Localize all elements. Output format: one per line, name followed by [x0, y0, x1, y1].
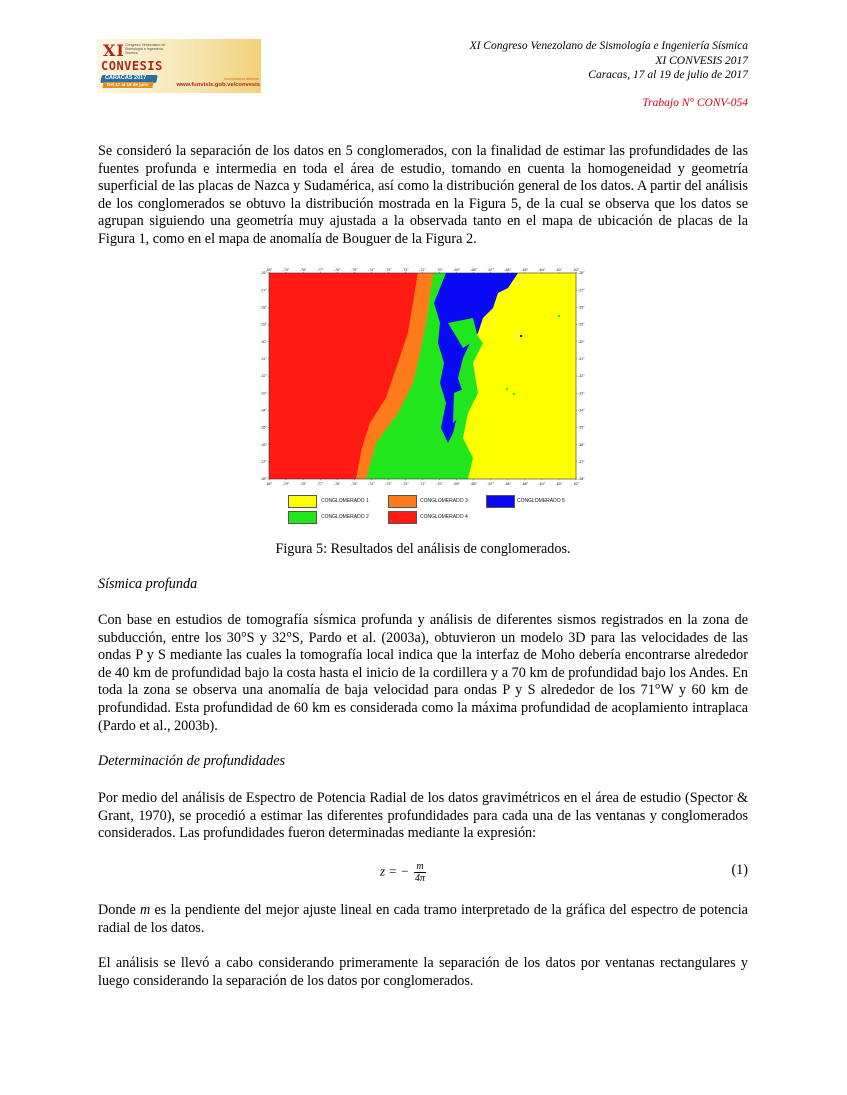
y-ticks-left — [260, 271, 269, 481]
y-tick-label-left: -30° — [260, 339, 267, 344]
x-ticks-bottom — [266, 479, 580, 486]
logo-convesis: CONVESIS — [101, 59, 163, 73]
legend-label-conglomerado-2: CONGLOMERADO 2 — [321, 514, 369, 520]
x-tick-label-top: -76° — [333, 268, 341, 272]
y-tick-label-left: -33° — [260, 391, 267, 396]
logo-badge — [101, 75, 157, 89]
x-tick-label-top: -75° — [350, 268, 358, 272]
y-tick-label-left: -35° — [260, 425, 267, 430]
equation-fraction — [414, 861, 425, 884]
y-tick-label-right: -32° — [578, 374, 585, 379]
x-tick-label-bottom: -69° — [453, 482, 460, 486]
y-tick-label-right: -29° — [578, 322, 585, 327]
x-tick-label-top: -72° — [402, 268, 409, 272]
x-tick-label-bottom: -64° — [538, 482, 546, 486]
x-tick-label-top: -64° — [538, 268, 546, 272]
paragraph-sismica-profunda: Con base en estudios de tomografía sísmica profunda y análisis de diferentes sismos registrados en la zona de subducción, entre los 30°S y 32°S, Pardo et al. (2003a), obtuvieron un modelo 3D para las velocidades de las ondas P y S mediante las cuales la tomografía local indica que la interfaz de Moho debería encontrarse alrededor de 40 km de profundidad bajo la costa hasta el inicio de la cordillera y a 70 km de profundidad bajo los Andes. En toda la zona se observa una anomalía de baja velocidad para ondas P y S alrededor de los 71°W y 60 km de profundidad. Esta profundidad de 60 km es considerada como la máxima profundidad de acoplamiento intraplaca (Pardo et al., 2003b). — [98, 612, 748, 734]
y-tick-label-right: -27° — [578, 288, 585, 293]
paragraph-pendiente — [98, 902, 748, 937]
paragraph-pendiente-var: m — [140, 902, 151, 918]
equation-numerator: m — [416, 861, 424, 872]
x-tick-label-bottom: -65° — [521, 482, 529, 486]
logo-xi: XI — [103, 41, 125, 60]
equation-number: (1) — [731, 862, 748, 878]
y-tick-label-left: -31° — [260, 357, 267, 362]
y-tick-label-left: -28° — [260, 305, 267, 310]
y-ticks-right — [576, 271, 585, 481]
legend-label-conglomerado-5: CONGLOMERADO 5 — [517, 498, 565, 504]
header-edition: XI CONVESIS 2017 — [655, 55, 748, 67]
x-tick-label-top: -71° — [419, 268, 426, 272]
heading-sismica-profunda: Sísmica profunda — [98, 576, 198, 592]
x-tick-label-bottom: -73° — [385, 482, 392, 486]
legend-swatch-conglomerado-1 — [288, 495, 317, 508]
equation-depth — [380, 861, 426, 884]
y-tick-label-left: -37° — [260, 460, 267, 465]
y-tick-label-left: -32° — [260, 374, 267, 379]
x-tick-label-top: -63° — [555, 268, 563, 272]
x-tick-label-top: -73° — [385, 268, 392, 272]
figure-caption: Figura 5: Resultados del análisis de conglomerados. — [275, 541, 571, 557]
x-tick-label-top: -69° — [453, 268, 460, 272]
x-tick-label-bottom: -78° — [299, 482, 307, 486]
x-tick-label-bottom: -62° — [572, 482, 580, 486]
convesis-logo — [97, 39, 261, 93]
logo-url: www.funvisis.gob.ve/convesis — [176, 82, 260, 88]
x-tick-label-bottom: -70° — [436, 482, 443, 486]
y-tick-label-right: -31° — [578, 357, 585, 362]
paragraph-pendiente-pre: Donde — [98, 902, 141, 918]
y-tick-label-right: -30° — [578, 339, 585, 344]
x-ticks-top — [266, 268, 580, 273]
x-tick-label-bottom: -80° — [265, 482, 273, 486]
y-tick-label-right: -36° — [578, 442, 585, 447]
x-tick-label-top: -62° — [572, 268, 580, 272]
header-work-id: Trabajo N° CONV-054 — [642, 97, 748, 109]
conglomerates-map-svg — [258, 263, 586, 528]
x-tick-label-top: -65° — [521, 268, 529, 272]
header-location-date: Caracas, 17 al 19 de julio de 2017 — [588, 69, 748, 81]
legend-swatch-conglomerado-3 — [388, 495, 417, 508]
y-tick-label-right: -28° — [578, 305, 585, 310]
header-congress: XI Congreso Venezolano de Sismología e Ingeniería Sísmica — [469, 40, 748, 52]
x-tick-label-bottom: -77° — [316, 482, 324, 486]
x-tick-label-bottom: -76° — [333, 482, 341, 486]
x-tick-label-bottom: -66° — [504, 482, 512, 486]
x-tick-label-top: -80° — [265, 268, 273, 272]
equation-lhs: z = − — [380, 863, 410, 879]
y-tick-label-left: -36° — [260, 442, 267, 447]
x-tick-label-bottom: -68° — [470, 482, 477, 486]
legend-swatch-conglomerado-5 — [486, 495, 515, 508]
legend-swatch-conglomerado-2 — [288, 511, 317, 524]
y-tick-label-left: -38° — [260, 477, 267, 482]
legend-label-conglomerado-4: CONGLOMERADO 4 — [420, 514, 468, 520]
heading-determinacion-profundidades: Determinación de profundidades — [98, 753, 286, 769]
y-tick-label-left: -29° — [260, 322, 267, 327]
legend-label-conglomerado-3: CONGLOMERADO 3 — [420, 498, 468, 504]
paragraph-determinacion: Por medio del análisis de Espectro de Potencia Radial de los datos gravimétricos en el área de estudio (Spector & Grant, 1970), se procedió a estimar las diferentes profundidades para cada una de las ventanas y conglomerados considerados. Las profundidades fueron determinadas mediante la expresión: — [98, 790, 748, 842]
logo-dates: Del 17 al 19 de julio — [107, 82, 149, 87]
x-tick-label-bottom: -71° — [419, 482, 426, 486]
logo-city: CARACAS 2017 — [105, 75, 147, 81]
y-tick-label-left: -27° — [260, 288, 267, 293]
figure-conglomerates-map — [258, 263, 586, 528]
equation-denominator: 4π — [414, 873, 425, 884]
paragraph-conglomerates: Se consideró la separación de los datos en 5 conglomerados, con la finalidad de estimar las profundidades de las fuentes profunda e intermedia en toda el área de estudio, tomando en cuenta la homogeneidad y geometría superficial de las placas de Nazca y Sudamérica, así como la distribución general de los datos. A partir del análisis de los conglomerados se obtuvo la distribución mostrada en la Figura 5, de la cual se observa que los datos se agrupan siguiendo una geometría muy ajustada a la observada tanto en el mapa de ubicación de placas de la Figura 1, como en el mapa de anomalía de Bouguer de la Figura 2. — [98, 143, 748, 247]
logo-inscriptions: Inscripciones abiertas — [224, 77, 259, 81]
paragraph-pendiente-post: es la pendiente del mejor ajuste lineal en cada tramo interpretado de la gráfica del espectro de potencia radial de los datos. — [98, 902, 748, 936]
x-tick-label-bottom: -74° — [368, 482, 375, 486]
x-tick-label-bottom: -72° — [402, 482, 409, 486]
x-tick-label-top: -78° — [299, 268, 307, 272]
x-tick-label-top: -67° — [487, 268, 495, 272]
x-tick-label-top: -66° — [504, 268, 512, 272]
y-tick-label-left: -34° — [260, 408, 267, 413]
logo-small-text: Congreso Venezolano de Sismología e Ingeniería Sísmica — [125, 43, 166, 56]
x-tick-label-top: -74° — [368, 268, 375, 272]
y-tick-label-right: -34° — [578, 408, 585, 413]
y-tick-label-left: -26° — [260, 271, 267, 276]
y-tick-label-right: -37° — [578, 460, 585, 465]
x-tick-label-bottom: -63° — [555, 482, 563, 486]
x-tick-label-top: -70° — [436, 268, 443, 272]
y-tick-label-right: -35° — [578, 425, 585, 430]
x-tick-label-bottom: -75° — [350, 482, 358, 486]
legend-swatch-conglomerado-4 — [388, 511, 417, 524]
legend-label-conglomerado-1: CONGLOMERADO 1 — [321, 498, 369, 504]
x-tick-label-bottom: -67° — [487, 482, 495, 486]
y-tick-label-right: -38° — [578, 477, 585, 482]
x-tick-label-bottom: -79° — [282, 482, 290, 486]
y-tick-label-right: -33° — [578, 391, 585, 396]
x-tick-label-top: -79° — [282, 268, 290, 272]
y-tick-label-right: -26° — [578, 271, 585, 276]
x-tick-label-top: -68° — [470, 268, 477, 272]
x-tick-label-top: -77° — [316, 268, 324, 272]
paragraph-analisis: El análisis se llevó a cabo considerando primeramente la separación de los datos por ventanas rectangulares y luego considerando la separación de los datos por conglomerados. — [98, 955, 748, 989]
